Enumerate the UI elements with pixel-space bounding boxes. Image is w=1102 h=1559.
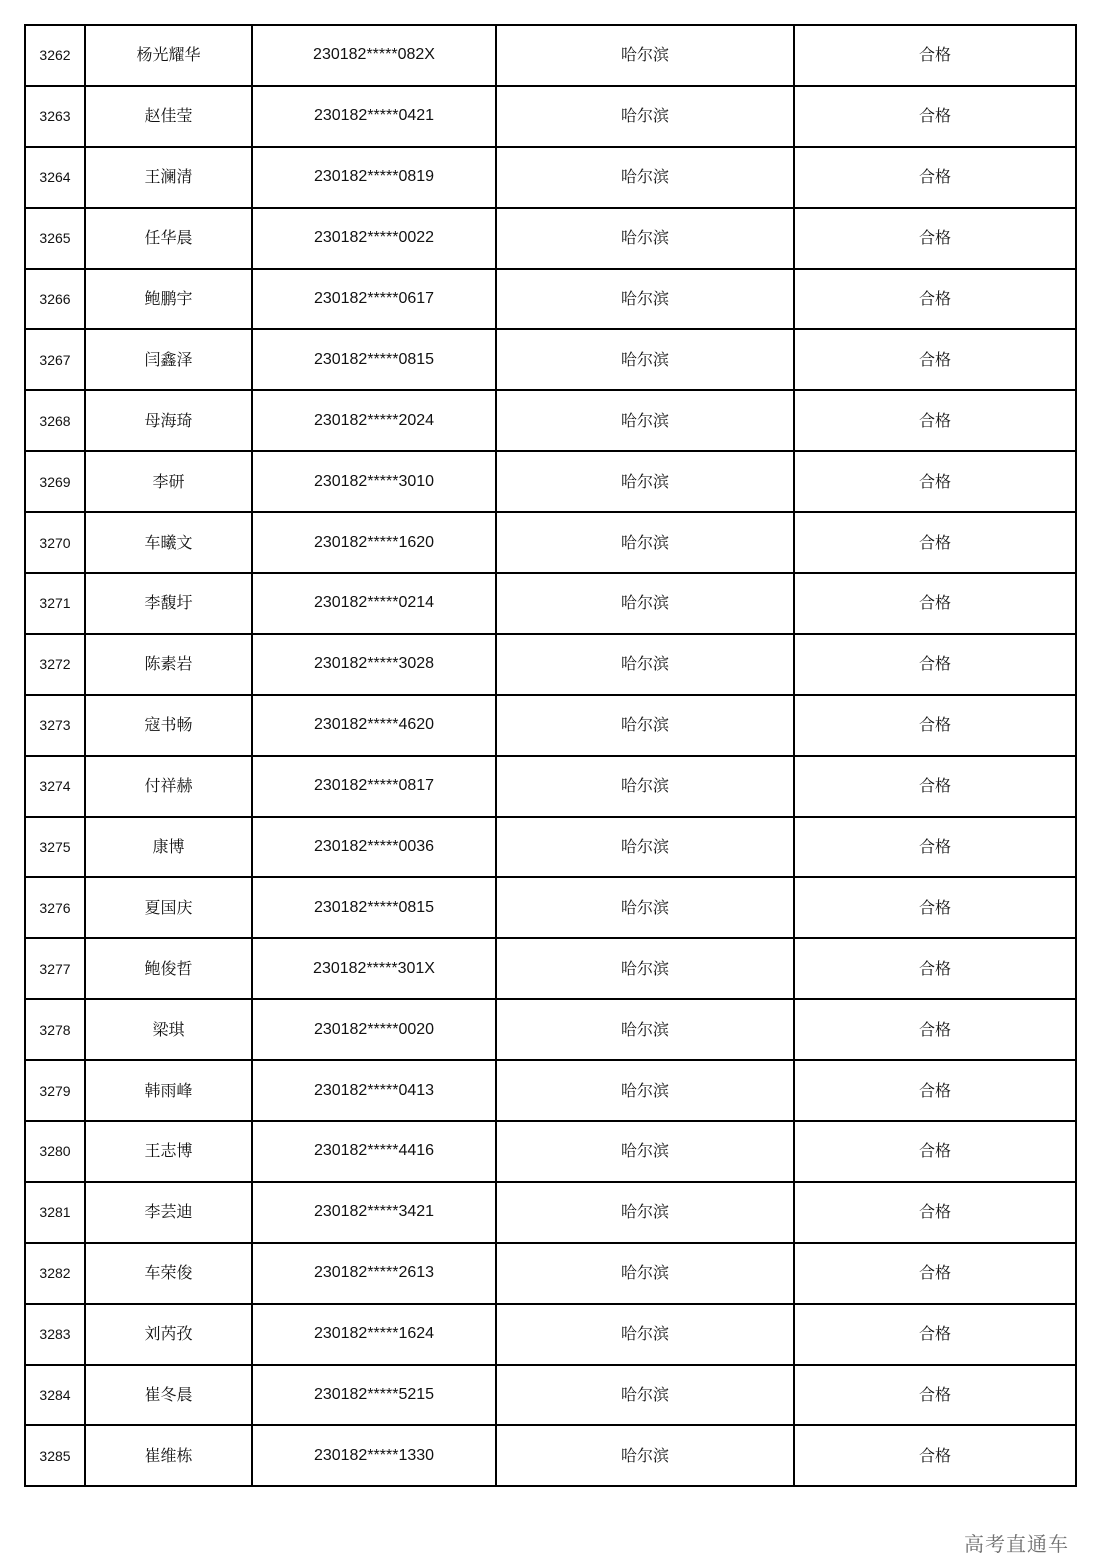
row-number: 3276 — [25, 877, 85, 938]
watermark-text: 高考直通车 — [964, 1532, 1069, 1556]
city: 哈尔滨 — [496, 451, 794, 512]
row-number: 3280 — [25, 1121, 85, 1182]
candidate-name: 王澜清 — [85, 147, 252, 208]
candidate-name: 母海琦 — [85, 390, 252, 451]
table-row — [25, 25, 1076, 86]
city: 哈尔滨 — [496, 1304, 794, 1365]
table-row — [25, 756, 1076, 817]
row-number: 3285 — [25, 1425, 85, 1486]
table-row — [25, 938, 1076, 999]
row-number: 3267 — [25, 329, 85, 390]
table-row — [25, 1121, 1076, 1182]
table-row — [25, 695, 1076, 756]
result-status: 合格 — [794, 634, 1076, 695]
city: 哈尔滨 — [496, 269, 794, 330]
row-number: 3273 — [25, 695, 85, 756]
result-status: 合格 — [794, 329, 1076, 390]
table-row — [25, 634, 1076, 695]
row-number: 3284 — [25, 1365, 85, 1426]
candidate-name: 李馥圩 — [85, 573, 252, 634]
city: 哈尔滨 — [496, 573, 794, 634]
result-status: 合格 — [794, 1365, 1076, 1426]
result-status: 合格 — [794, 1121, 1076, 1182]
id-number: 230182*****1624 — [252, 1304, 496, 1365]
id-number: 230182*****082X — [252, 25, 496, 86]
id-number: 230182*****2024 — [252, 390, 496, 451]
city: 哈尔滨 — [496, 390, 794, 451]
id-number: 230182*****0819 — [252, 147, 496, 208]
city: 哈尔滨 — [496, 1365, 794, 1426]
id-number: 230182*****0421 — [252, 86, 496, 147]
table-row — [25, 1243, 1076, 1304]
city: 哈尔滨 — [496, 634, 794, 695]
candidate-name: 刘芮孜 — [85, 1304, 252, 1365]
city: 哈尔滨 — [496, 1243, 794, 1304]
candidate-name: 崔冬晨 — [85, 1365, 252, 1426]
candidate-name: 李研 — [85, 451, 252, 512]
result-status: 合格 — [794, 999, 1076, 1060]
row-number: 3283 — [25, 1304, 85, 1365]
candidate-name: 康博 — [85, 817, 252, 878]
id-number: 230182*****0817 — [252, 756, 496, 817]
table-row — [25, 573, 1076, 634]
candidate-name: 王志博 — [85, 1121, 252, 1182]
candidate-name: 崔维栋 — [85, 1425, 252, 1486]
table-row — [25, 451, 1076, 512]
city: 哈尔滨 — [496, 1121, 794, 1182]
result-status: 合格 — [794, 756, 1076, 817]
result-status: 合格 — [794, 817, 1076, 878]
row-number: 3263 — [25, 86, 85, 147]
row-number: 3277 — [25, 938, 85, 999]
id-number: 230182*****1330 — [252, 1425, 496, 1486]
candidate-name: 任华晨 — [85, 208, 252, 269]
city: 哈尔滨 — [496, 329, 794, 390]
row-number: 3262 — [25, 25, 85, 86]
id-number: 230182*****5215 — [252, 1365, 496, 1426]
row-number: 3268 — [25, 390, 85, 451]
result-status: 合格 — [794, 147, 1076, 208]
city: 哈尔滨 — [496, 1425, 794, 1486]
candidate-name: 夏国庆 — [85, 877, 252, 938]
result-status: 合格 — [794, 269, 1076, 330]
row-number: 3282 — [25, 1243, 85, 1304]
row-number: 3271 — [25, 573, 85, 634]
id-number: 230182*****3010 — [252, 451, 496, 512]
candidate-name: 寇书畅 — [85, 695, 252, 756]
city: 哈尔滨 — [496, 938, 794, 999]
id-number: 230182*****301X — [252, 938, 496, 999]
result-status: 合格 — [794, 25, 1076, 86]
row-number: 3275 — [25, 817, 85, 878]
id-number: 230182*****2613 — [252, 1243, 496, 1304]
table-row — [25, 329, 1076, 390]
id-number: 230182*****0815 — [252, 877, 496, 938]
results-table — [24, 24, 1077, 1487]
city: 哈尔滨 — [496, 877, 794, 938]
table-row — [25, 512, 1076, 573]
candidate-name: 付祥赫 — [85, 756, 252, 817]
id-number: 230182*****0036 — [252, 817, 496, 878]
table-row — [25, 1182, 1076, 1243]
table-row — [25, 1365, 1076, 1426]
city: 哈尔滨 — [496, 817, 794, 878]
result-status: 合格 — [794, 86, 1076, 147]
row-number: 3272 — [25, 634, 85, 695]
table-row — [25, 1060, 1076, 1121]
table-row — [25, 999, 1076, 1060]
results-table-body — [25, 25, 1076, 1486]
candidate-name: 鲍俊哲 — [85, 938, 252, 999]
row-number: 3281 — [25, 1182, 85, 1243]
result-status: 合格 — [794, 1304, 1076, 1365]
row-number: 3278 — [25, 999, 85, 1060]
result-status: 合格 — [794, 1060, 1076, 1121]
city: 哈尔滨 — [496, 999, 794, 1060]
row-number: 3266 — [25, 269, 85, 330]
table-row — [25, 877, 1076, 938]
table-row — [25, 1304, 1076, 1365]
candidate-name: 鲍鹏宇 — [85, 269, 252, 330]
city: 哈尔滨 — [496, 512, 794, 573]
city: 哈尔滨 — [496, 86, 794, 147]
result-status: 合格 — [794, 208, 1076, 269]
row-number: 3269 — [25, 451, 85, 512]
candidate-name: 杨光耀华 — [85, 25, 252, 86]
result-status: 合格 — [794, 451, 1076, 512]
candidate-name: 李芸迪 — [85, 1182, 252, 1243]
table-row — [25, 208, 1076, 269]
candidate-name: 梁琪 — [85, 999, 252, 1060]
id-number: 230182*****3028 — [252, 634, 496, 695]
id-number: 230182*****0214 — [252, 573, 496, 634]
candidate-name: 韩雨峰 — [85, 1060, 252, 1121]
row-number: 3264 — [25, 147, 85, 208]
candidate-name: 车荣俊 — [85, 1243, 252, 1304]
city: 哈尔滨 — [496, 1182, 794, 1243]
candidate-name: 赵佳莹 — [85, 86, 252, 147]
row-number: 3270 — [25, 512, 85, 573]
result-status: 合格 — [794, 1182, 1076, 1243]
result-status: 合格 — [794, 695, 1076, 756]
city: 哈尔滨 — [496, 208, 794, 269]
city: 哈尔滨 — [496, 1060, 794, 1121]
row-number: 3279 — [25, 1060, 85, 1121]
candidate-name: 车曦文 — [85, 512, 252, 573]
city: 哈尔滨 — [496, 25, 794, 86]
id-number: 230182*****0413 — [252, 1060, 496, 1121]
row-number: 3265 — [25, 208, 85, 269]
table-row — [25, 147, 1076, 208]
result-status: 合格 — [794, 1425, 1076, 1486]
id-number: 230182*****4416 — [252, 1121, 496, 1182]
id-number: 230182*****1620 — [252, 512, 496, 573]
city: 哈尔滨 — [496, 147, 794, 208]
id-number: 230182*****3421 — [252, 1182, 496, 1243]
id-number: 230182*****0020 — [252, 999, 496, 1060]
table-row — [25, 269, 1076, 330]
result-status: 合格 — [794, 512, 1076, 573]
result-status: 合格 — [794, 390, 1076, 451]
city: 哈尔滨 — [496, 756, 794, 817]
id-number: 230182*****0617 — [252, 269, 496, 330]
result-status: 合格 — [794, 938, 1076, 999]
row-number: 3274 — [25, 756, 85, 817]
id-number: 230182*****0022 — [252, 208, 496, 269]
table-row — [25, 390, 1076, 451]
result-status: 合格 — [794, 1243, 1076, 1304]
id-number: 230182*****4620 — [252, 695, 496, 756]
city: 哈尔滨 — [496, 695, 794, 756]
candidate-name: 陈素岩 — [85, 634, 252, 695]
candidate-name: 闫鑫泽 — [85, 329, 252, 390]
table-row — [25, 1425, 1076, 1486]
result-status: 合格 — [794, 877, 1076, 938]
table-row — [25, 86, 1076, 147]
id-number: 230182*****0815 — [252, 329, 496, 390]
result-status: 合格 — [794, 573, 1076, 634]
table-row — [25, 817, 1076, 878]
